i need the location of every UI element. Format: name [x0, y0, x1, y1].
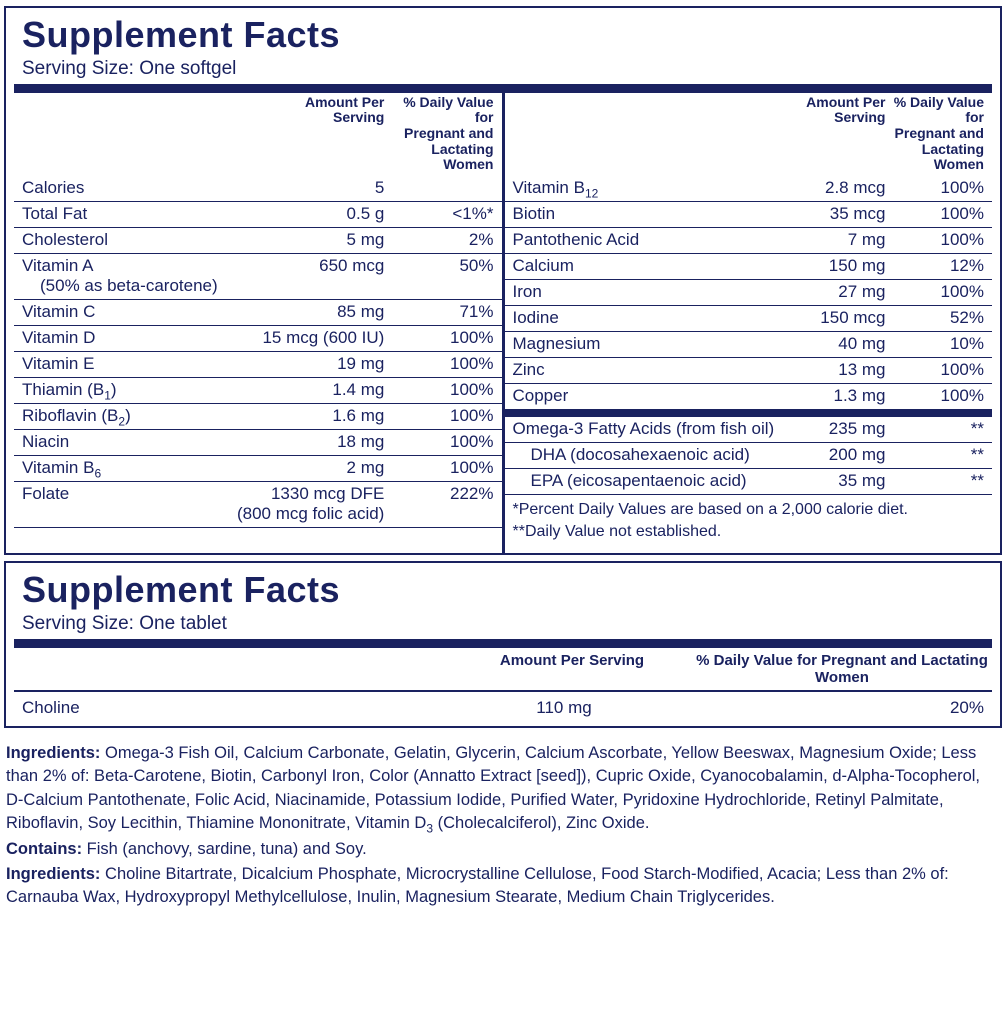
header-dv-line3: Lactating Women: [431, 140, 494, 173]
nutrient-name-end: ): [110, 380, 117, 400]
nutrient-amount: 650 mcg: [222, 254, 389, 300]
table-row: [14, 202, 502, 228]
nutrient-amount: 2.8 mcg: [778, 176, 889, 202]
panel1-left-table: [14, 93, 502, 553]
nutrient-name: Niacin: [14, 430, 222, 456]
header-daily-value: [388, 93, 501, 176]
nutrient-amount: 1.4 mg: [222, 378, 389, 404]
panel1-right-column: [505, 93, 993, 553]
table-row: [14, 378, 502, 404]
nutrient-dv: 100%: [388, 430, 501, 456]
nutrient-amount: 0.5 g: [222, 202, 389, 228]
ingredients-label-2: Ingredients:: [6, 865, 101, 884]
nutrient-dv: 100%: [889, 176, 992, 202]
nutrient-dv: 100%: [889, 228, 992, 254]
nutrient-amount: 85 mg: [222, 300, 389, 326]
nutrient-name: Choline: [22, 697, 80, 717]
panel1-columns: [14, 93, 992, 553]
nutrient-name: [14, 254, 222, 300]
table-row: [14, 456, 502, 482]
nutrient-dv: 20%: [949, 697, 984, 717]
nutrient-amount: 5: [222, 176, 389, 202]
nutrient-name-subscript: 1: [104, 388, 111, 403]
table-row: [505, 469, 993, 495]
header-amount-line2: Serving: [332, 109, 385, 126]
table-row: [505, 332, 993, 358]
nutrient-name: Iodine: [505, 306, 779, 332]
header-amount-line2: Serving: [834, 109, 886, 126]
header-dv-line1: % Daily Value for: [403, 93, 494, 126]
nutrient-amount: 27 mg: [778, 280, 889, 306]
nutrient-dv: 100%: [388, 352, 501, 378]
nutrient-name-text: Vitamin B: [22, 458, 95, 478]
supplement-facts-label: [0, 6, 1006, 1030]
panel1-left-column: [14, 93, 505, 553]
table-row: [505, 384, 993, 410]
omega-separator: [505, 410, 993, 418]
nutrient-name: Calories: [14, 176, 222, 202]
nutrient-dv: 10%: [889, 332, 992, 358]
spacer-cell: [388, 528, 501, 554]
panel2-serving-size: Serving Size: One tablet: [22, 612, 227, 634]
nutrient-dv: 52%: [889, 306, 992, 332]
nutrient-dv: 100%: [388, 456, 501, 482]
nutrient-name: Biotin: [505, 202, 779, 228]
nutrient-amount: 7 mg: [778, 228, 889, 254]
table-row: [14, 352, 502, 378]
supplement-facts-panel-tablet: [4, 561, 1002, 728]
nutrient-name-subscript: 2: [118, 414, 126, 429]
table-row: [505, 176, 993, 202]
nutrient-dv: 71%: [388, 300, 501, 326]
header-amount-per-serving: [778, 93, 889, 176]
nutrient-amount-line2: (800 mcg folic acid): [236, 504, 385, 524]
table-row: [14, 326, 502, 352]
panel1-serving-size: Serving Size: One softgel: [22, 57, 237, 79]
nutrient-dv: **: [889, 417, 992, 443]
nutrient-amount: 235 mg: [778, 417, 889, 443]
header-dv-line1: % Daily Value for: [893, 93, 984, 126]
nutrient-amount: 150 mg: [778, 254, 889, 280]
table-row: [505, 202, 993, 228]
header-dv-line2: Pregnant and: [404, 125, 494, 142]
nutrient-name: Total Fat: [14, 202, 222, 228]
header-amount-line1: Amount Per: [305, 93, 385, 110]
nutrient-amount: 35 mg: [778, 469, 889, 495]
nutrient-name: [14, 378, 222, 404]
ingredients-section: [6, 742, 1000, 910]
nutrient-name-text: Vitamin A: [22, 256, 94, 276]
nutrient-amount: 1.6 mg: [222, 404, 389, 430]
panel1-right-table: [505, 93, 993, 495]
nutrient-name: Zinc: [505, 358, 779, 384]
contains-text: Fish (anchovy, sardine, tuna) and Soy.: [82, 839, 367, 858]
nutrient-name: Calcium: [505, 254, 779, 280]
nutrient-amount: [222, 482, 389, 528]
nutrient-dv: **: [889, 443, 992, 469]
ingredients-text-1: Omega-3 Fish Oil, Calcium Carbonate, Gelatin, Glycerin, Calcium Ascorbate, Yellow Beeswax, Magnesium Oxide; Less than 2% of: Beta-Carotene, Biotin, Carbonyl Iron, Color (Annatto Extract [seed]), Cupric Oxide, Cyanocobalamin, d-Alpha-Tocopherol, D-Calcium Pantothenate, Folic Acid, Niacinamide, Potassium Iodide, Purified Water, Pyridoxine Hydrochloride, Retinyl Palmitate, Riboflavin, Soy Lecithin, Thiamine Mononitrate, Vitamin D: [6, 743, 980, 833]
nutrient-dv: 222%: [388, 482, 501, 528]
nutrient-amount: 15 mcg (600 IU): [222, 326, 389, 352]
nutrient-amount-line1: 1330 mcg DFE: [270, 484, 385, 504]
nutrient-name: [505, 176, 779, 202]
ingredients-text-2: Choline Bitartrate, Dicalcium Phosphate, Microcrystalline Cellulose, Food Starch-Modified, Acacia; Less than 2% of: Carnauba Wax, Hydroxypropyl Methylcellulose, Inulin, Magnesium Stearate, Medium Chain Triglycerides.: [6, 865, 949, 907]
nutrient-amount: 18 mg: [222, 430, 389, 456]
table-row: [6, 692, 1000, 726]
nutrient-dv: 100%: [388, 404, 501, 430]
table-row: [505, 417, 993, 443]
nutrient-name: Omega-3 Fatty Acids (from fish oil): [505, 417, 779, 443]
nutrient-name-subtext: (50% as beta-carotene): [40, 276, 218, 296]
table-row: [14, 254, 502, 300]
nutrient-amount: 200 mg: [778, 443, 889, 469]
ingredients-text-1-end: (Cholecalciferol), Zinc Oxide.: [433, 814, 650, 833]
spacer-cell: [222, 528, 389, 554]
nutrient-dv: 100%: [889, 384, 992, 410]
header-amount-per-serving: [222, 93, 389, 176]
nutrient-name: Vitamin E: [14, 352, 222, 378]
header-dv-line3: Lactating Women: [921, 140, 984, 173]
nutrient-name-text: Thiamin (B: [22, 380, 105, 400]
nutrient-dv: 2%: [388, 228, 501, 254]
nutrient-name: Magnesium: [505, 332, 779, 358]
nutrient-amount: 110 mg: [536, 697, 592, 717]
nutrient-dv: **: [889, 469, 992, 495]
panel1-title: Supplement Facts: [22, 14, 341, 55]
nutrient-name-text: Riboflavin (B: [22, 406, 119, 426]
ingredients-subscript-1: 3: [426, 821, 434, 836]
ingredients-tablet: [6, 863, 1000, 910]
contains-label: Contains:: [6, 839, 83, 858]
spacer-cell: [14, 528, 222, 554]
nutrient-name: Vitamin C: [14, 300, 222, 326]
footnote-daily-value: *Percent Daily Values are based on a 2,000 calorie diet.: [512, 501, 908, 519]
header-daily-value: [889, 93, 992, 176]
panel2-header-amount: Amount Per Serving: [499, 651, 645, 669]
nutrient-dv: 12%: [889, 254, 992, 280]
nutrient-name-end: ): [125, 406, 131, 426]
supplement-facts-panel-softgel: [4, 6, 1002, 555]
table-row: [505, 254, 993, 280]
panel2-thick-rule: [14, 639, 992, 648]
nutrient-name: Pantothenic Acid: [505, 228, 779, 254]
nutrient-name-subscript: 6: [94, 466, 102, 481]
nutrient-amount: 2 mg: [222, 456, 389, 482]
nutrient-name-subscript: 12: [584, 186, 599, 201]
header-blank: [14, 93, 222, 176]
nutrient-dv: <1%*: [388, 202, 501, 228]
ingredients-softgel: [6, 742, 1000, 836]
header-amount-line1: Amount Per: [806, 93, 886, 110]
panel2-header-row: [6, 648, 1000, 690]
nutrient-name: EPA (eicosapentaenoic acid): [505, 469, 779, 495]
nutrient-dv: 100%: [889, 358, 992, 384]
nutrient-name: [14, 456, 222, 482]
table-row: [505, 228, 993, 254]
nutrient-amount: 150 mcg: [778, 306, 889, 332]
header-dv-line2: Pregnant and: [894, 125, 984, 142]
panel1-footnotes: [513, 499, 985, 543]
nutrient-name: Copper: [505, 384, 779, 410]
nutrient-name: Iron: [505, 280, 779, 306]
nutrient-name-text: Vitamin B: [512, 178, 585, 198]
nutrient-amount: 35 mcg: [778, 202, 889, 228]
table-row: [505, 306, 993, 332]
table-row-spacer: [14, 528, 502, 554]
nutrient-amount: 13 mg: [778, 358, 889, 384]
table-header-row: [505, 93, 993, 176]
omega-separator-row: [505, 410, 993, 418]
nutrient-amount: 1.3 mg: [778, 384, 889, 410]
table-row: [505, 443, 993, 469]
table-row: [14, 176, 502, 202]
ingredients-label-1: Ingredients:: [6, 743, 101, 762]
panel2-header-blank: [14, 652, 452, 686]
table-row: [14, 404, 502, 430]
nutrient-name: Vitamin D: [14, 326, 222, 352]
nutrient-name: [14, 404, 222, 430]
table-row: [505, 358, 993, 384]
nutrient-dv: [388, 176, 501, 202]
contains-statement: [6, 838, 1000, 861]
table-row: [14, 482, 502, 528]
nutrient-dv: 100%: [388, 326, 501, 352]
nutrient-amount: 19 mg: [222, 352, 389, 378]
nutrient-dv: 100%: [889, 280, 992, 306]
panel1-thick-rule: [14, 84, 992, 93]
table-row: [505, 280, 993, 306]
table-row: [14, 228, 502, 254]
panel2-title: Supplement Facts: [22, 569, 341, 611]
table-row: [14, 430, 502, 456]
footnote-not-established: **Daily Value not established.: [512, 523, 722, 541]
nutrient-dv: 100%: [889, 202, 992, 228]
nutrient-dv: 100%: [388, 378, 501, 404]
nutrient-name: Folate: [14, 482, 222, 528]
table-header-row: [14, 93, 502, 176]
nutrient-dv: 50%: [388, 254, 501, 300]
header-blank: [505, 93, 779, 176]
nutrient-amount: 5 mg: [222, 228, 389, 254]
nutrient-name: DHA (docosahexaenoic acid): [505, 443, 779, 469]
table-row: [14, 300, 502, 326]
nutrient-name: Cholesterol: [14, 228, 222, 254]
nutrient-amount: 40 mg: [778, 332, 889, 358]
panel2-header-dv: % Daily Value for Pregnant and Lactating Women: [696, 651, 988, 686]
